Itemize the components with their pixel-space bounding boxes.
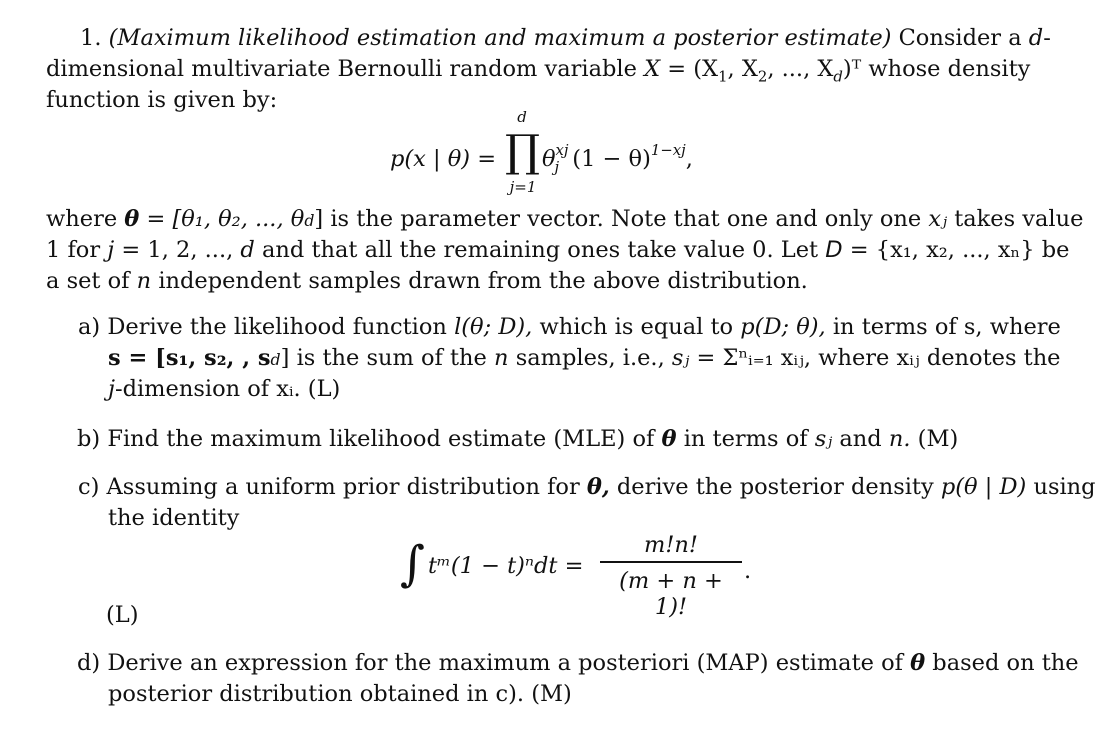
part-d-line-1: d) Derive an expression for the maximum a posteriori (MAP) estimate of θ based on the [77, 650, 1079, 676]
prod-upper-limit: d [517, 108, 527, 126]
part-b-label: b) [77, 426, 101, 452]
prod-lower-limit: j=1 [509, 178, 537, 196]
integral-sign: ∫ [400, 536, 426, 592]
where-line-2: 1 for j = 1, 2, ..., d and that all the remaining ones take value 0. Let D = {x₁, x₂, ..., xₙ} be [46, 237, 1070, 263]
part-a-line-2: s = [s₁, s₂, , sd] is the sum of the n samples, i.e., sⱼ = Σⁿᵢ₌₁ xᵢⱼ, where xᵢⱼ denotes the [108, 345, 1061, 371]
density-lhs: p(x | θ) = [390, 146, 497, 172]
part-b: b) Find the maximum likelihood estimate (MLE) of θ in terms of sⱼ and n. (M) [77, 426, 959, 452]
fraction-numerator: m!n! [644, 532, 698, 558]
part-d-line-2: posterior distribution obtained in c). (M) [108, 681, 572, 707]
part-c-label: c) [78, 474, 100, 500]
part-a-line-1: a) Derive the likelihood function l(θ; D), which is equal to p(D; θ), in terms of s, where [78, 314, 1061, 340]
where-line-1: where θ = [θ₁, θ₂, ..., θd] is the parameter vector. Note that one and only one xⱼ takes value [46, 206, 1084, 232]
problem-line-1: 1. (Maximum likelihood estimation and maximum a posterior estimate) Consider a d- [80, 25, 1051, 51]
integrand: tᵐ(1 − t)ⁿdt = [428, 553, 584, 579]
identity-period: . [744, 558, 752, 584]
part-c-line-2: the identity [108, 505, 240, 531]
problem-number: 1. [80, 25, 102, 51]
fraction-bar [600, 561, 742, 563]
document-page: 1. (Maximum likelihood estimation and maximum a posterior estimate) Consider a d- dimensional multivariate Bernoulli random variable $X = (X_1$, $X_2$, ..., $X_d)ᵀ$ whose density function is given by: p(x | θ) = d ∏ j=1 $\theta^{xj}_j$ $(1 - \theta)^{1-xj}$, where θ = [θ₁, θ₂, ..., θd] is the parameter vector. Note that one and only one xⱼ takes value 1 for j = 1, 2, ..., d and that all the remaining ones take value 0. Let D = {x₁, x₂, ..., xₙ} be a set of n independent samples drawn from the above distribution. a) Derive the likelihood function l(θ; D), which is equal to p(D; θ), in terms of s, where s = [s₁, s₂, , sd] is the sum of the n samples, i.e., sⱼ = Σⁿᵢ₌₁ xᵢⱼ, where xᵢⱼ denotes the j-dimension of xᵢ. (L) b) Find the maximum likelihood estimate (MLE) of θ in terms of sⱼ and n. (M) c) Assuming a uniform prior distribution for θ, derive the posterior density p(θ | D) using the identity ∫ tᵐ(1 − t)ⁿdt = m!n! (m + n + 1)! . (L) d) Derive an expression for the maximum a posteriori (MAP) estimate of θ based on the posterior distribution obtained in c). (M) [46, 25, 1096, 707]
part-a-line-3: j-dimension of xᵢ. (L) [108, 376, 341, 402]
part-a-label: a) [78, 314, 101, 340]
part-c-level: (L) [106, 602, 139, 628]
problem-title: (Maximum likelihood estimation and maximum a posterior estimate) [108, 25, 892, 51]
where-line-3: a set of n independent samples drawn from the above distribution. [46, 268, 808, 294]
problem-line-3: function is given by: [46, 87, 278, 113]
identity-fraction [600, 532, 742, 620]
problem-line-2: dimensional multivariate Bernoulli random variable $X = (X_1$, $X_2$, ..., $X_d)ᵀ$ whose density [46, 56, 1031, 86]
fraction-denominator: (m + n + 1)! [619, 568, 723, 620]
product-symbol: ∏ [505, 126, 541, 177]
part-c-line-1: c) Assuming a uniform prior distribution for θ, derive the posterior density p(θ | D) using [78, 474, 1096, 500]
part-d-label: d) [77, 650, 101, 676]
